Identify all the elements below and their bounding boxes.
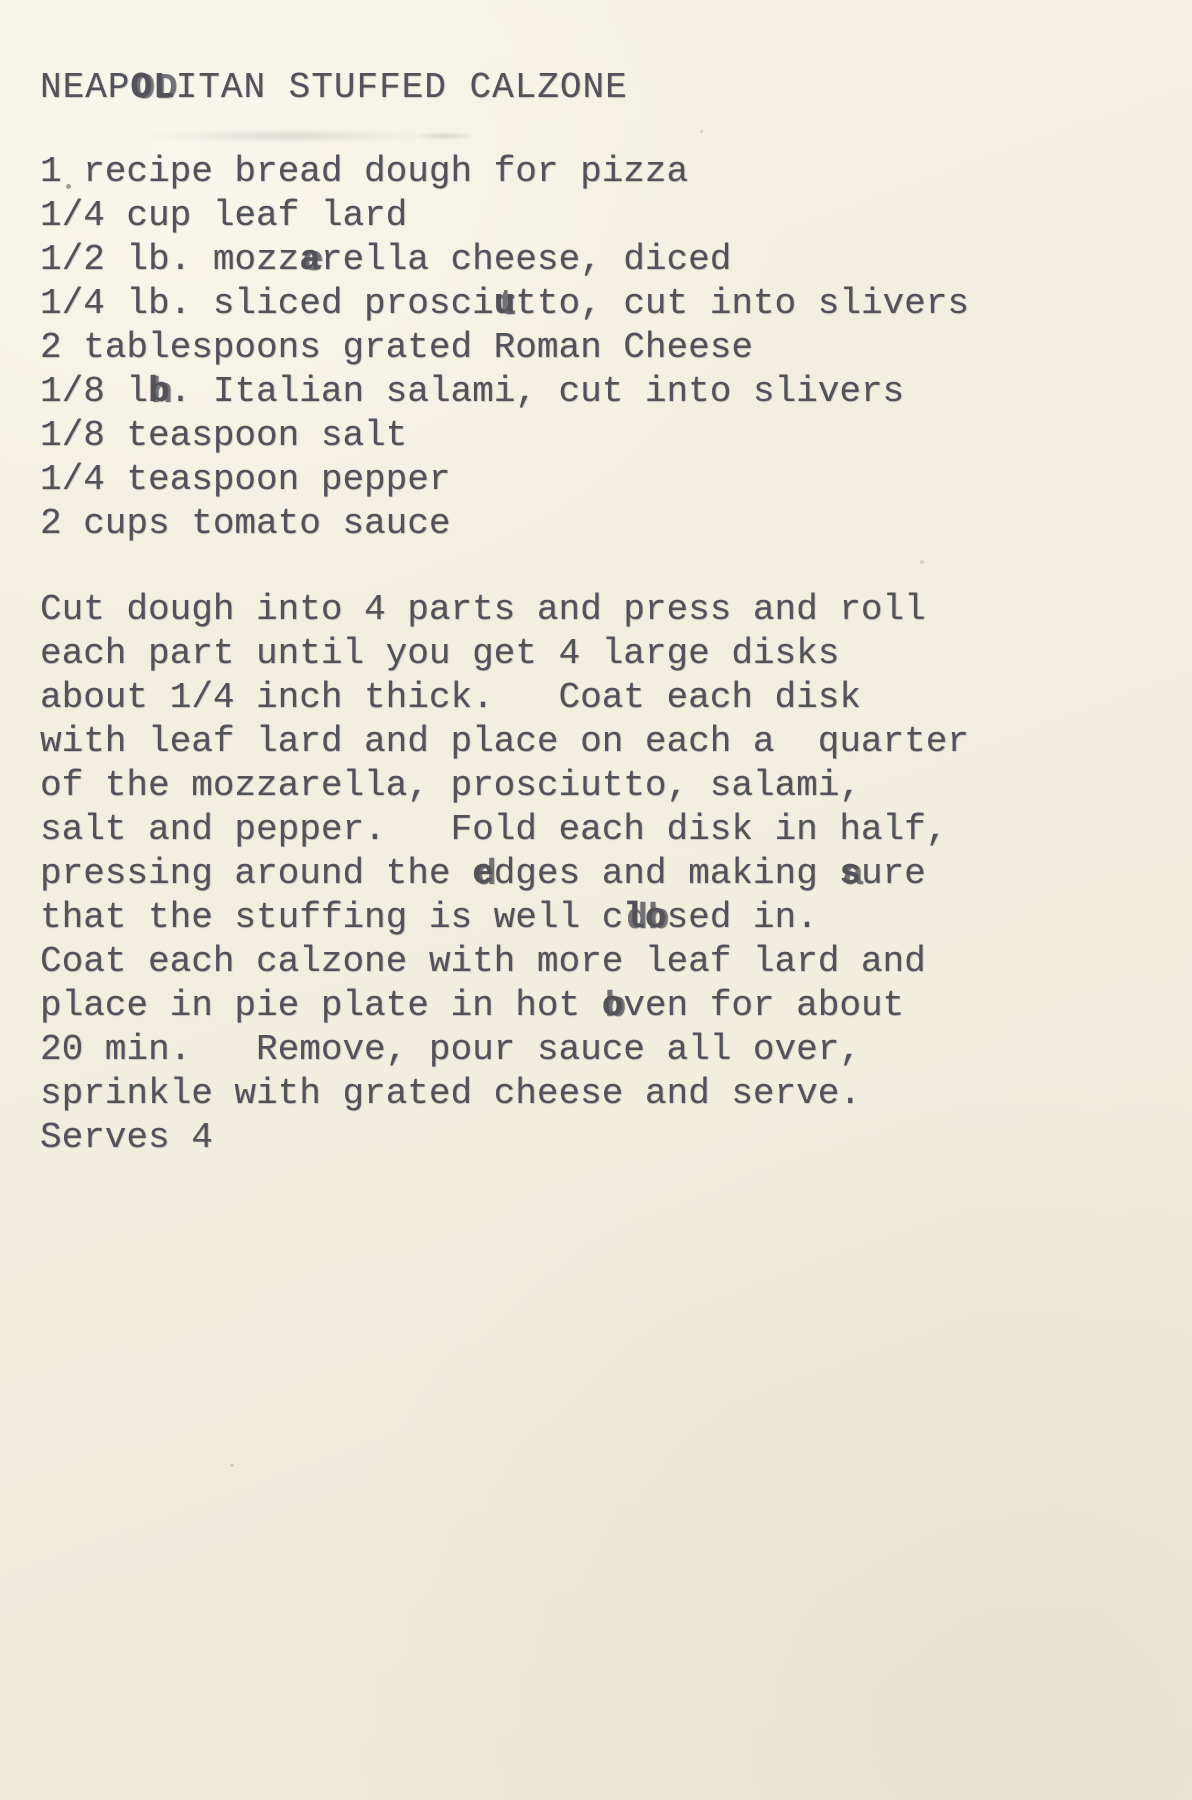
text-segment: 1/2 lb. mozz [40,239,300,280]
text-segment: ITAN STUFFED CALZONE [175,67,628,108]
text-segment: rella cheese, diced [320,239,732,280]
ingredient-line [40,150,969,194]
ingredient-line [40,194,969,238]
overstrike-characters: e d [472,852,494,896]
paper-speck [920,560,924,564]
instruction-line [40,1116,969,1160]
text-segment: salt and pepper. Fold each disk in half, [40,809,948,850]
text-segment: 1/4 teaspoon pepper [40,459,451,500]
overstrike-characters: OL OD [130,66,175,110]
recipe-title [40,66,628,110]
instructions-paragraph [40,588,969,1160]
text-segment: 1/8 teaspoon salt [40,415,408,456]
ingredient-line [40,370,969,414]
overstrike-characters: o b [602,984,624,1028]
instruction-line [40,984,969,1028]
paper-speck [700,130,703,133]
overstrike-characters: lo db [623,896,666,940]
text-segment: each part until you get 4 large disks [40,633,840,674]
ingredients-list [40,150,969,546]
overstrike-characters: a e [299,238,321,282]
instruction-line [40,588,969,632]
overstrike-characters: b h [148,370,170,414]
recipe-title-line [40,66,628,110]
text-segment: . Italian salami, cut into slivers [169,371,905,412]
ingredient-line [40,282,969,326]
instruction-line [40,1028,969,1072]
ingredient-line [40,238,969,282]
instruction-line [40,940,969,984]
text-segment: tto, cut into slivers [515,283,969,324]
ingredient-line [40,414,969,458]
text-segment: ven for about [623,985,905,1026]
text-segment: Serves 4 [40,1117,213,1158]
text-segment: 1/4 lb. sliced prosci [40,283,494,324]
text-segment: 1 recipe bread dough for pizza [40,151,689,192]
instruction-line [40,808,969,852]
text-segment: ure [860,853,926,894]
text-segment: 2 cups tomato sauce [40,503,451,544]
text-segment: 1/8 l [40,371,149,412]
ink-smudge-small [400,131,490,141]
text-segment: 20 min. Remove, pour sauce all over, [40,1029,861,1070]
instruction-line [40,896,969,940]
text-segment: with leaf lard and place on each a quarter [40,721,969,762]
text-segment: 2 tablespoons grated Roman Cheese [40,327,753,368]
text-segment: pressing around the [40,853,473,894]
instruction-line [40,852,969,896]
text-segment: dges and making [493,853,840,894]
text-segment: Cut dough into 4 parts and press and roll [40,589,926,630]
ingredient-line [40,458,969,502]
ingredient-line [40,326,969,370]
text-segment: sed in. [666,897,818,938]
text-segment: sprinkle with grated cheese and serve. [40,1073,861,1114]
instruction-line [40,1072,969,1116]
ingredient-line [40,502,969,546]
text-segment: about 1/4 inch thick. Coat each disk [40,677,861,718]
text-segment: Coat each calzone with more leaf lard and [40,941,926,982]
instruction-line [40,764,969,808]
text-segment: that the stuffing is well c [40,897,624,938]
text-segment: place in pie plate in hot [40,985,602,1026]
instruction-line [40,676,969,720]
instruction-line [40,632,969,676]
overstrike-characters: u t [494,282,516,326]
text-segment: 1/4 cup leaf lard [40,195,408,236]
instruction-line [40,720,969,764]
paper-speck [230,1464,234,1467]
overstrike-characters: s a [839,852,861,896]
text-segment: of the mozzarella, prosciutto, salami, [40,765,861,806]
text-segment: NEAP [40,67,131,108]
